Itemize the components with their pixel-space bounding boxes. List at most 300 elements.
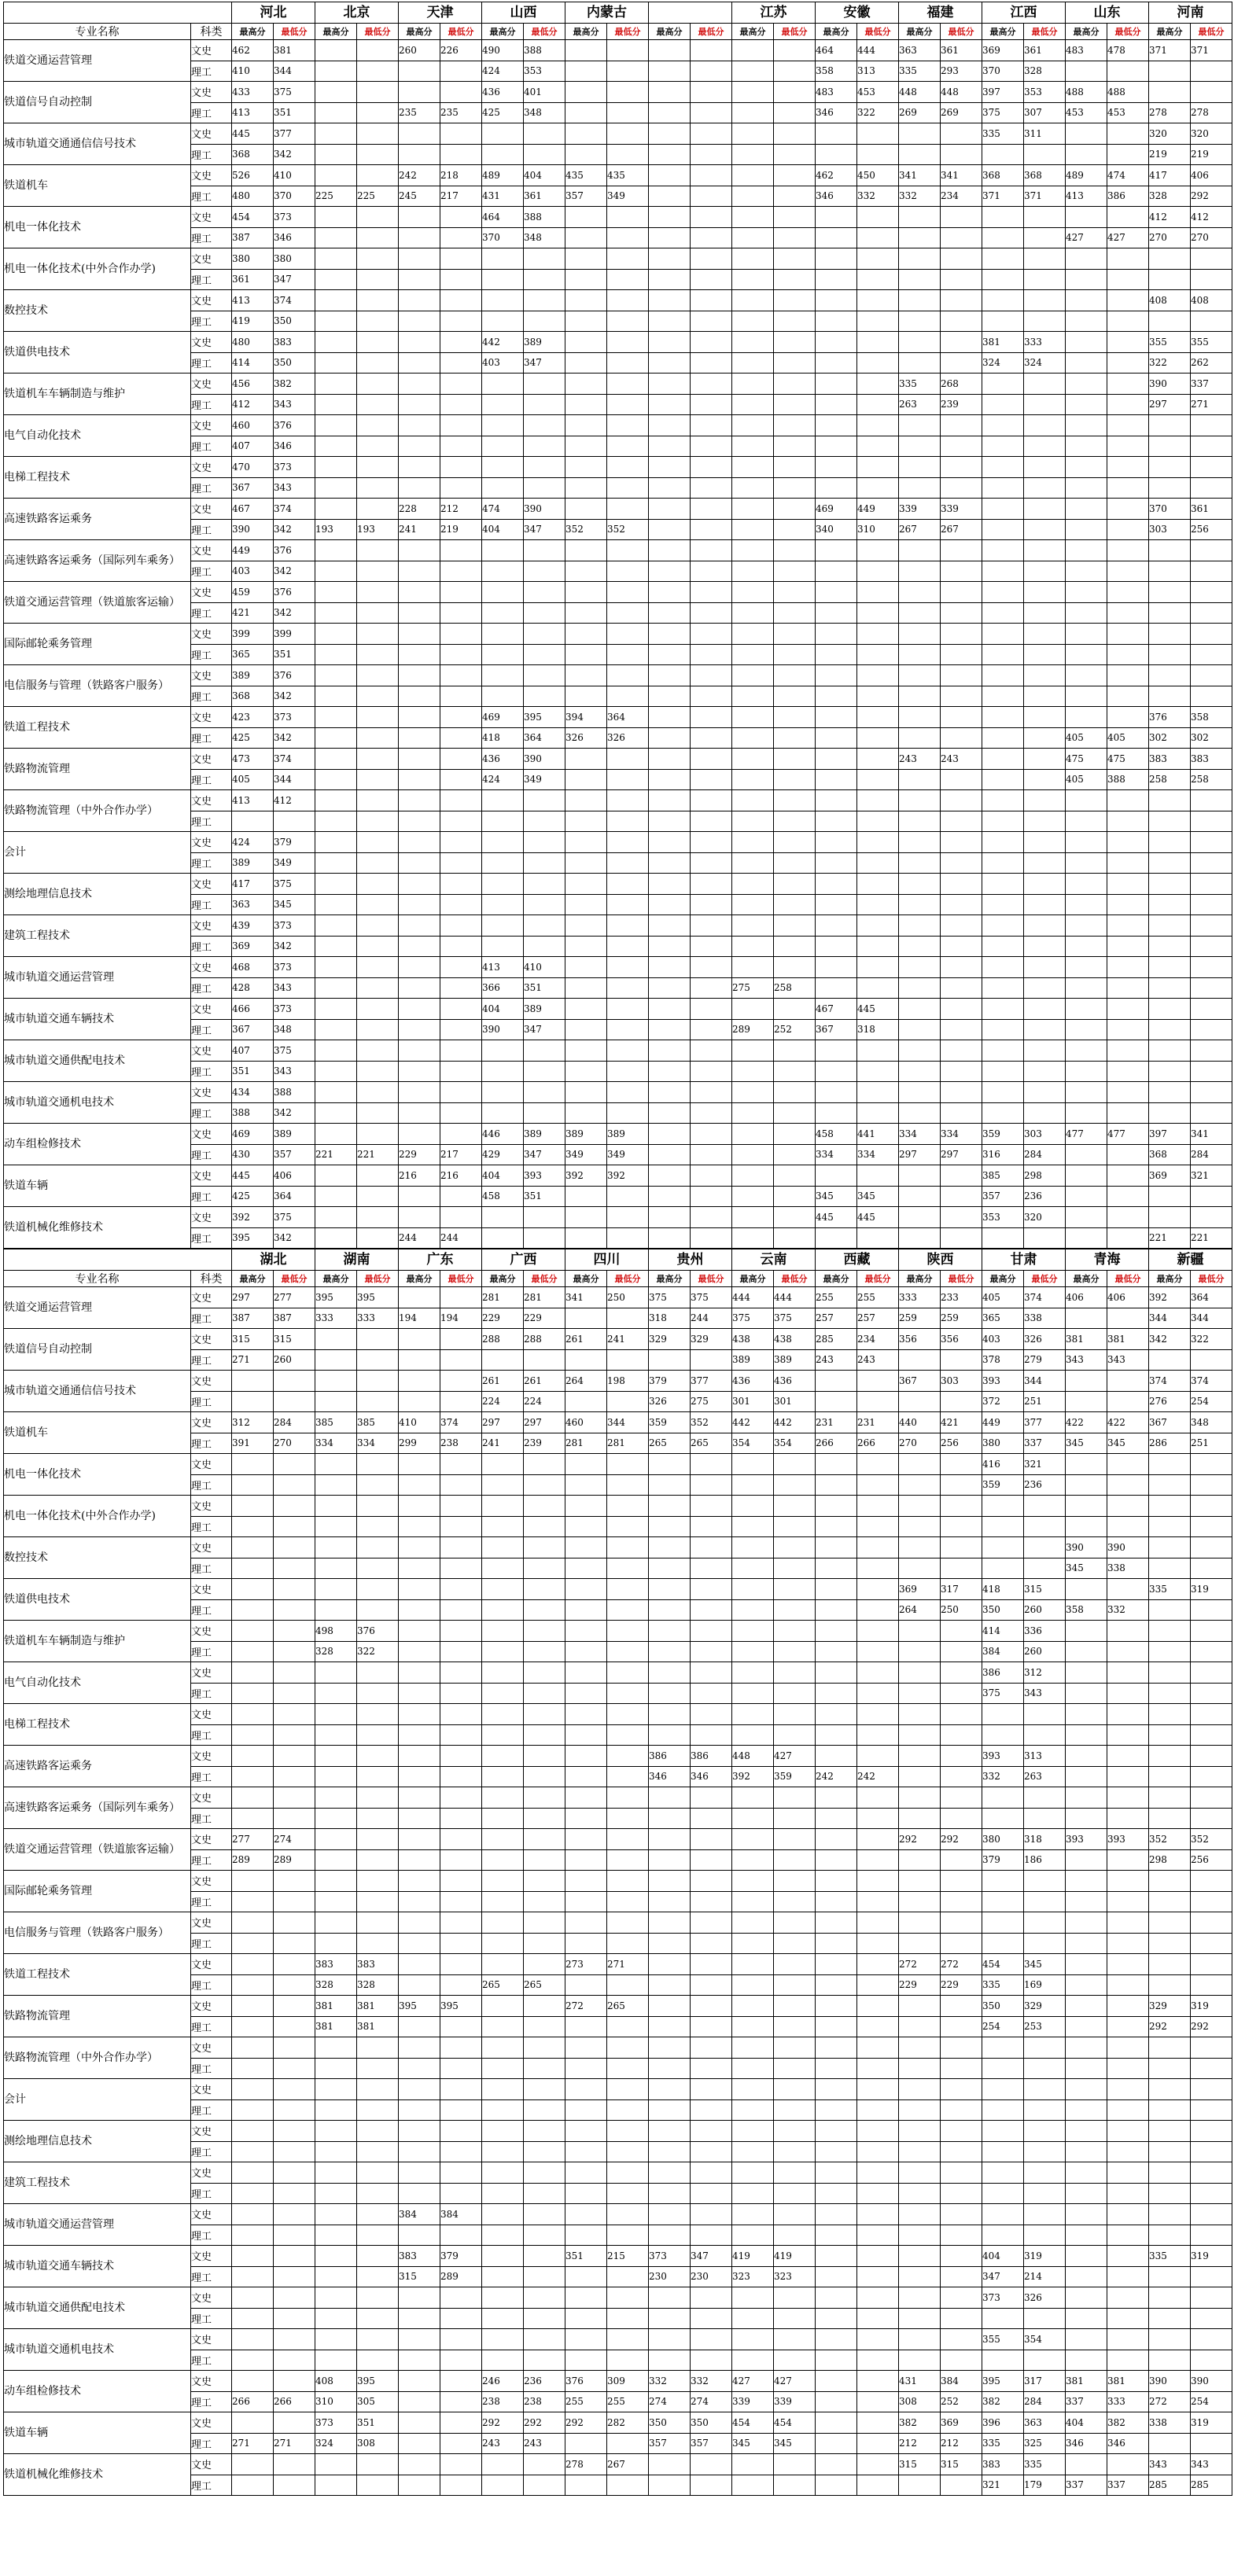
max-score-cell xyxy=(565,1871,607,1892)
min-score-cell xyxy=(774,2287,816,2309)
min-score-cell xyxy=(691,123,732,145)
min-score-cell xyxy=(524,1082,565,1103)
max-score-cell xyxy=(732,1144,774,1165)
max-score-cell: 433 xyxy=(232,82,274,103)
min-score-cell xyxy=(691,499,732,520)
max-score-cell xyxy=(399,644,440,665)
table-row xyxy=(4,2287,1232,2309)
kind-cell: 理工 xyxy=(191,2391,232,2412)
min-score-cell: 269 xyxy=(941,102,982,123)
min-score-cell xyxy=(941,769,982,790)
max-score-cell xyxy=(982,999,1024,1020)
min-score-cell: 344 xyxy=(607,1412,649,1433)
max-score-cell xyxy=(732,1496,774,1517)
min-score-cell: 377 xyxy=(274,123,315,145)
max-score-cell xyxy=(899,915,941,937)
min-score-cell: 322 xyxy=(857,102,899,123)
min-score-cell xyxy=(440,624,482,645)
min-score-cell: 352 xyxy=(1191,1829,1232,1850)
min-score-cell xyxy=(774,2058,816,2079)
max-score-cell xyxy=(732,832,774,853)
min-score-cell xyxy=(1107,1641,1149,1662)
min-score-cell xyxy=(691,1662,732,1684)
province-header: 福建 xyxy=(899,2,982,24)
max-score-cell xyxy=(315,144,357,165)
max-score-cell xyxy=(399,2391,440,2412)
max-score-cell: 285 xyxy=(816,1329,857,1350)
min-score-cell xyxy=(774,290,816,311)
max-score-cell xyxy=(982,977,1024,999)
min-score-cell xyxy=(440,1474,482,1496)
max-score-cell xyxy=(732,374,774,395)
max-score-cell: 346 xyxy=(816,102,857,123)
min-score-cell xyxy=(774,582,816,603)
min-score-cell xyxy=(1024,811,1066,832)
min-score-cell: 389 xyxy=(607,1124,649,1145)
max-score-cell: 498 xyxy=(315,1621,357,1642)
max-score-cell: 340 xyxy=(816,519,857,540)
min-score-cell xyxy=(941,2079,982,2100)
max-score-cell xyxy=(982,2058,1024,2079)
max-score-cell xyxy=(816,269,857,290)
min-score-cell: 319 xyxy=(1191,2246,1232,2267)
min-score-cell: 230 xyxy=(691,2266,732,2287)
max-score-cell xyxy=(649,1019,691,1040)
min-score-cell xyxy=(440,269,482,290)
min-score-cell: 218 xyxy=(440,165,482,186)
min-score-cell xyxy=(357,1662,399,1684)
max-score-cell: 383 xyxy=(1149,749,1191,770)
min-score-cell xyxy=(774,1683,816,1704)
min-score-cell: 373 xyxy=(274,707,315,728)
min-score-cell xyxy=(524,1996,565,2017)
min-score-cell: 405 xyxy=(1107,727,1149,749)
min-score-cell xyxy=(1191,561,1232,582)
max-score-cell xyxy=(649,1474,691,1496)
max-score-cell xyxy=(649,1891,691,1912)
max-score-cell: 379 xyxy=(649,1371,691,1392)
min-score-cell xyxy=(774,2079,816,2100)
min-score-cell xyxy=(607,144,649,165)
max-score-cell xyxy=(1066,2266,1107,2287)
max-score-cell xyxy=(816,248,857,270)
min-score-cell xyxy=(274,2371,315,2392)
min-score-cell xyxy=(941,1349,982,1371)
min-score-cell: 337 xyxy=(1191,374,1232,395)
min-score-cell xyxy=(691,894,732,915)
min-score-cell xyxy=(774,2183,816,2204)
table-row xyxy=(4,1496,1232,1517)
min-score-cell xyxy=(857,561,899,582)
min-score-cell xyxy=(1107,999,1149,1020)
min-score-cell xyxy=(524,2016,565,2037)
max-score-cell xyxy=(315,2246,357,2267)
min-score-cell: 406 xyxy=(274,1165,315,1187)
min-score-cell xyxy=(607,40,649,61)
min-score-cell xyxy=(691,1996,732,2017)
max-score-cell xyxy=(649,1829,691,1850)
max-score-cell xyxy=(399,2225,440,2246)
min-score-cell xyxy=(357,1787,399,1809)
min-score-cell xyxy=(774,2099,816,2121)
max-score-cell xyxy=(649,123,691,145)
min-score-cell xyxy=(691,248,732,270)
max-score-cell xyxy=(732,790,774,811)
max-score-cell xyxy=(1066,999,1107,1020)
max-score-cell xyxy=(232,1558,274,1579)
max-score-cell: 383 xyxy=(982,2454,1024,2475)
max-score-cell xyxy=(732,1787,774,1809)
kind-header: 科类 xyxy=(191,1271,232,1287)
min-score-cell xyxy=(607,2141,649,2162)
min-score-cell xyxy=(274,2141,315,2162)
min-score-cell: 351 xyxy=(274,644,315,665)
min-score-cell xyxy=(1191,977,1232,999)
min-score-cell: 351 xyxy=(524,977,565,999)
min-score-cell: 373 xyxy=(274,457,315,478)
max-score-cell xyxy=(1149,2225,1191,2246)
major-name-cell: 铁道供电技术 xyxy=(4,1579,191,1621)
max-score-cell xyxy=(732,1124,774,1145)
min-score-cell xyxy=(524,2308,565,2329)
max-score-cell: 344 xyxy=(1149,1308,1191,1329)
max-score-cell: 460 xyxy=(232,415,274,436)
max-score-cell xyxy=(649,644,691,665)
max-score-cell xyxy=(315,999,357,1020)
max-score-cell xyxy=(565,1933,607,1954)
min-score-cell xyxy=(607,790,649,811)
max-score-cell: 419 xyxy=(232,311,274,332)
max-score-cell xyxy=(1066,1891,1107,1912)
min-score-cell: 342 xyxy=(274,686,315,707)
max-score-cell xyxy=(816,1849,857,1871)
min-score-cell xyxy=(691,1207,732,1228)
province-header: 江苏 xyxy=(732,2,816,24)
min-score-cell: 342 xyxy=(274,936,315,957)
min-score-cell: 448 xyxy=(941,82,982,103)
max-score-cell xyxy=(732,2329,774,2350)
max-score-cell xyxy=(565,290,607,311)
min-score-cell: 282 xyxy=(607,2412,649,2434)
max-score-cell xyxy=(1149,436,1191,457)
min-score-cell: 377 xyxy=(691,1371,732,1392)
min-score-cell: 390 xyxy=(524,499,565,520)
min-score-cell xyxy=(607,561,649,582)
min-score-cell xyxy=(357,894,399,915)
min-score-cell xyxy=(440,2350,482,2371)
min-score-cell xyxy=(1191,1621,1232,1642)
kind-cell: 理工 xyxy=(191,1391,232,1412)
max-score-cell xyxy=(816,1579,857,1600)
max-score-cell xyxy=(899,2141,941,2162)
min-score-cell: 221 xyxy=(357,1144,399,1165)
min-score-cell xyxy=(1107,1019,1149,1040)
min-score-cell xyxy=(607,2350,649,2371)
max-score-cell: 395 xyxy=(315,1287,357,1308)
min-score-cell xyxy=(524,2079,565,2100)
min-score-cell: 355 xyxy=(1191,332,1232,353)
max-score-cell xyxy=(732,123,774,145)
major-name-cell: 铁道交通运营管理（铁道旅客运输） xyxy=(4,1829,191,1871)
min-score-cell xyxy=(1107,2287,1149,2309)
max-score-cell xyxy=(565,1474,607,1496)
max-score-cell xyxy=(315,1349,357,1371)
min-score-cell xyxy=(1191,1662,1232,1684)
min-score-cell: 346 xyxy=(274,436,315,457)
max-score-cell: 369 xyxy=(899,1579,941,1600)
province-header: 四川 xyxy=(565,1249,649,1271)
min-score-cell xyxy=(774,1579,816,1600)
max-score-cell xyxy=(1149,1746,1191,1767)
table-row xyxy=(4,1287,1232,1308)
max-score-cell xyxy=(649,1954,691,1975)
max-score-cell xyxy=(899,1766,941,1787)
max-score-cell xyxy=(399,686,440,707)
min-score-cell xyxy=(524,2246,565,2267)
max-score-cell xyxy=(482,2225,524,2246)
min-score-cell xyxy=(1107,644,1149,665)
min-score-cell: 381 xyxy=(274,40,315,61)
min-score-cell xyxy=(691,102,732,123)
max-score-cell xyxy=(649,915,691,937)
min-score-cell xyxy=(1024,1912,1066,1934)
province-header: 河北 xyxy=(232,2,315,24)
max-score-cell xyxy=(399,2329,440,2350)
max-score-cell xyxy=(1149,1891,1191,1912)
min-score-cell xyxy=(691,1082,732,1103)
min-score-cell xyxy=(607,2329,649,2350)
min-score-cell xyxy=(1107,957,1149,978)
max-score-cell xyxy=(982,311,1024,332)
min-score-cell: 374 xyxy=(1024,1287,1066,1308)
max-score-cell xyxy=(399,1558,440,1579)
max-score-cell: 328 xyxy=(315,1641,357,1662)
min-score-cell: 243 xyxy=(941,749,982,770)
min-score-cell xyxy=(941,665,982,686)
min-score-cell xyxy=(274,2287,315,2309)
max-score-cell: 324 xyxy=(315,2433,357,2454)
min-score-cell: 375 xyxy=(274,82,315,103)
min-score-cell xyxy=(274,2454,315,2475)
min-score-cell xyxy=(857,2162,899,2184)
max-score-cell xyxy=(315,269,357,290)
max-score-cell xyxy=(816,1787,857,1809)
min-score-cell xyxy=(857,1102,899,1124)
max-score-cell: 368 xyxy=(232,686,274,707)
min-score-cell xyxy=(440,561,482,582)
max-score-cell xyxy=(649,2454,691,2475)
min-score-cell xyxy=(440,1391,482,1412)
max-score-cell xyxy=(1066,2246,1107,2267)
min-score-cell xyxy=(524,2121,565,2142)
min-score-cell: 229 xyxy=(941,1974,982,1996)
min-score-cell xyxy=(1191,1871,1232,1892)
max-score-cell xyxy=(315,915,357,937)
min-score-cell xyxy=(774,832,816,853)
max-score-cell: 392 xyxy=(565,1165,607,1187)
min-score-cell: 353 xyxy=(1024,82,1066,103)
min-score-cell xyxy=(274,2016,315,2037)
min-score-cell xyxy=(440,477,482,499)
max-score-cell: 424 xyxy=(482,61,524,82)
min-score-cell: 311 xyxy=(1024,123,1066,145)
min-score-cell xyxy=(524,1849,565,1871)
major-name-cell: 铁道机车 xyxy=(4,1412,191,1454)
min-score-cell xyxy=(857,1996,899,2017)
kind-cell: 理工 xyxy=(191,436,232,457)
max-score-cell xyxy=(649,1207,691,1228)
max-score-cell xyxy=(899,1349,941,1371)
max-score-cell xyxy=(399,227,440,248)
min-score-cell xyxy=(941,2225,982,2246)
min-score-cell xyxy=(607,769,649,790)
min-score-cell xyxy=(357,477,399,499)
min-score-cell xyxy=(274,811,315,832)
min-score-cell: 376 xyxy=(274,582,315,603)
min-score-cell xyxy=(1191,1186,1232,1207)
min-score-cell: 297 xyxy=(941,1144,982,1165)
max-score-cell xyxy=(982,790,1024,811)
max-score-cell xyxy=(315,82,357,103)
min-score-cell xyxy=(1107,832,1149,853)
min-score-cell: 215 xyxy=(607,2246,649,2267)
min-score-cell xyxy=(941,2246,982,2267)
min-score-cell xyxy=(774,686,816,707)
min-score-cell: 193 xyxy=(357,519,399,540)
max-score-cell: 318 xyxy=(649,1308,691,1329)
max-score-cell xyxy=(732,665,774,686)
min-score-cell xyxy=(1107,936,1149,957)
min-score-cell xyxy=(524,2475,565,2496)
max-score-cell xyxy=(315,102,357,123)
min-score-cell: 342 xyxy=(274,561,315,582)
max-score-cell xyxy=(1149,248,1191,270)
min-score-cell xyxy=(941,1516,982,1537)
min-score-cell: 376 xyxy=(274,415,315,436)
province-header: 云南 xyxy=(732,1249,816,1271)
max-score-cell: 285 xyxy=(1149,2475,1191,2496)
min-score-cell xyxy=(1191,2058,1232,2079)
max-score-cell xyxy=(232,2371,274,2392)
min-score-cell xyxy=(691,1454,732,1475)
max-score-cell xyxy=(315,1787,357,1809)
max-score-cell xyxy=(732,936,774,957)
max-score-cell xyxy=(649,102,691,123)
max-score-cell: 490 xyxy=(482,40,524,61)
max-score-cell: 292 xyxy=(482,2412,524,2434)
max-score-cell xyxy=(899,999,941,1020)
min-score-cell: 305 xyxy=(357,2391,399,2412)
max-score-cell xyxy=(565,1579,607,1600)
min-score-cell xyxy=(357,1349,399,1371)
max-score-cell xyxy=(482,2162,524,2184)
max-score-cell xyxy=(482,644,524,665)
table-row xyxy=(4,1412,1232,1433)
max-score-cell xyxy=(732,1599,774,1621)
max-score-cell xyxy=(649,82,691,103)
max-score-cell xyxy=(315,2287,357,2309)
min-score-cell xyxy=(1107,499,1149,520)
min-score-cell xyxy=(941,1454,982,1475)
min-score-cell xyxy=(440,665,482,686)
min-score-cell xyxy=(1107,2454,1149,2475)
min-score-cell: 243 xyxy=(524,2433,565,2454)
max-score-cell xyxy=(232,2162,274,2184)
min-score-cell xyxy=(440,2475,482,2496)
min-score-cell xyxy=(1024,499,1066,520)
max-score-cell: 407 xyxy=(232,436,274,457)
min-score-cell xyxy=(1107,123,1149,145)
min-score-cell xyxy=(1191,1207,1232,1228)
kind-cell: 理工 xyxy=(191,561,232,582)
max-score-cell xyxy=(816,436,857,457)
max-score-cell xyxy=(1066,540,1107,561)
min-score-cell xyxy=(1107,1082,1149,1103)
max-score-cell xyxy=(1066,477,1107,499)
major-name-cell: 城市轨道交通机电技术 xyxy=(4,1082,191,1124)
min-score-cell xyxy=(691,874,732,895)
max-score-cell xyxy=(315,1207,357,1228)
max-score-cell xyxy=(232,1496,274,1517)
min-score-cell xyxy=(691,1516,732,1537)
major-name-cell: 国际邮轮乘务管理 xyxy=(4,1871,191,1912)
major-name-cell: 城市轨道交通通信信号技术 xyxy=(4,1371,191,1412)
max-score-cell: 359 xyxy=(982,1124,1024,1145)
max-score-cell: 321 xyxy=(982,2475,1024,2496)
min-score-cell xyxy=(440,2287,482,2309)
max-score-cell xyxy=(982,436,1024,457)
min-score-cell xyxy=(1191,2433,1232,2454)
min-score-cell xyxy=(607,2287,649,2309)
min-score-cell xyxy=(691,749,732,770)
kind-cell: 理工 xyxy=(191,2433,232,2454)
min-score-cell xyxy=(857,2246,899,2267)
min-score-header: 最低分 xyxy=(440,24,482,40)
min-score-cell xyxy=(357,1040,399,1062)
min-score-cell xyxy=(357,1124,399,1145)
min-score-cell xyxy=(857,644,899,665)
max-score-cell xyxy=(899,1040,941,1062)
min-score-cell: 343 xyxy=(274,477,315,499)
min-score-cell xyxy=(1191,1974,1232,1996)
max-score-cell xyxy=(1066,686,1107,707)
min-score-cell: 419 xyxy=(774,2246,816,2267)
max-score-cell xyxy=(399,1496,440,1517)
max-score-cell xyxy=(732,1808,774,1829)
max-score-cell: 444 xyxy=(732,1287,774,1308)
max-score-cell xyxy=(1149,1933,1191,1954)
max-score-cell xyxy=(315,352,357,374)
min-score-cell xyxy=(1191,1019,1232,1040)
min-score-cell xyxy=(1024,2079,1066,2100)
min-score-cell xyxy=(774,1829,816,1850)
min-score-cell: 375 xyxy=(691,1287,732,1308)
max-score-cell xyxy=(315,1724,357,1746)
min-score-cell xyxy=(357,2246,399,2267)
max-score-cell xyxy=(816,2391,857,2412)
min-score-cell: 320 xyxy=(1024,1207,1066,1228)
max-score-cell xyxy=(899,1996,941,2017)
min-score-cell xyxy=(357,290,399,311)
max-score-cell xyxy=(1066,519,1107,540)
max-score-cell xyxy=(816,2162,857,2184)
min-score-cell xyxy=(1191,477,1232,499)
max-score-cell: 235 xyxy=(399,102,440,123)
max-score-cell xyxy=(399,1516,440,1537)
table-row xyxy=(4,1912,1232,1934)
max-score-cell xyxy=(399,1124,440,1145)
min-score-cell xyxy=(440,894,482,915)
